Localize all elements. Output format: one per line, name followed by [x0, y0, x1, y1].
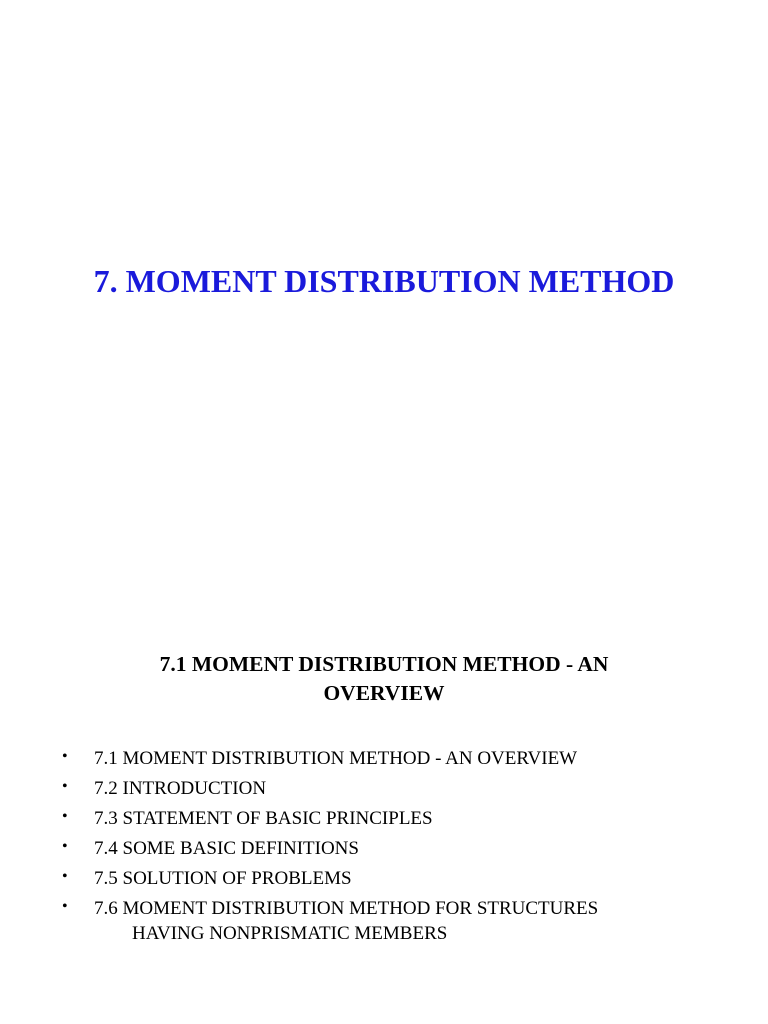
- list-item: [62, 806, 742, 831]
- list-item-text: 7.6 MOMENT DISTRIBUTION METHOD FOR STRUCTURES: [94, 898, 599, 919]
- list-item: [62, 866, 742, 891]
- bullet-icon: •: [62, 748, 68, 765]
- bullet-icon: •: [62, 778, 68, 795]
- list-item-text: 7.3 STATEMENT OF BASIC PRINCIPLES: [94, 808, 433, 829]
- bullet-icon: •: [62, 808, 68, 825]
- bullet-icon: •: [62, 898, 68, 915]
- list-item: [62, 836, 742, 861]
- list-item-text: 7.5 SOLUTION OF PROBLEMS: [94, 868, 352, 889]
- list-item-text-continuation: HAVING NONPRISMATIC MEMBERS: [132, 923, 448, 944]
- toc-list: [62, 746, 742, 951]
- list-item: [62, 746, 742, 771]
- slide-overview: [0, 512, 768, 1024]
- main-title: 7. MOMENT DISTRIBUTION METHOD: [93, 263, 675, 299]
- list-item: [62, 776, 742, 801]
- section-title-line1: 7.1 MOMENT DISTRIBUTION METHOD - AN: [159, 652, 609, 676]
- bullet-icon: •: [62, 838, 68, 855]
- list-item-text: 7.2 INTRODUCTION: [94, 778, 267, 799]
- list-item: [62, 896, 742, 946]
- list-item-text: 7.4 SOME BASIC DEFINITIONS: [94, 838, 359, 859]
- list-item-text: 7.1 MOMENT DISTRIBUTION METHOD - AN OVERVIEW: [94, 748, 578, 769]
- section-title: [84, 650, 684, 708]
- section-title-line2: OVERVIEW: [323, 681, 445, 705]
- bullet-icon: •: [62, 868, 68, 885]
